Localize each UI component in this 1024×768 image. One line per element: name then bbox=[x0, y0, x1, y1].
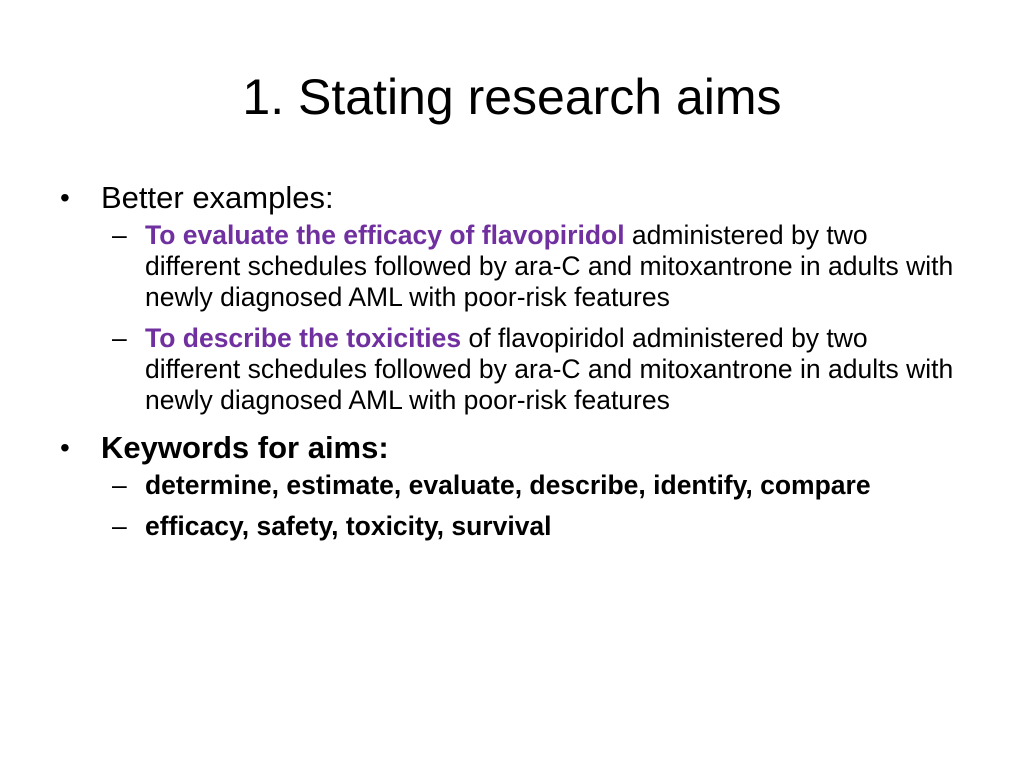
sub-bullet-keyword-outcomes bbox=[60, 511, 970, 542]
keyword-list: efficacy, safety, toxicity, survival bbox=[145, 511, 552, 541]
sub-bullet-aim-toxicities bbox=[60, 323, 970, 416]
keyword-list: determine, estimate, evaluate, describe, identify, compare bbox=[145, 470, 871, 500]
dash-icon: – bbox=[112, 220, 127, 250]
sub-bullet-keyword-verbs bbox=[60, 470, 970, 501]
sub-bullet-aim-efficacy bbox=[60, 220, 970, 313]
bullet-dot-icon: • bbox=[60, 432, 70, 463]
dash-icon: – bbox=[112, 511, 127, 541]
bullet-keywords bbox=[60, 426, 970, 470]
aim-description: of flavopiridol administered by two different schedules followed by ara-C and mitoxantrone in adults with newly diagnosed AML with poor-risk features bbox=[145, 323, 954, 415]
highlighted-aim: To evaluate the efficacy of flavopiridol bbox=[145, 220, 625, 250]
bullet-dot-icon: • bbox=[60, 182, 70, 213]
aim-description: administered by two different schedules followed by ara-C and mitoxantrone in adults with newly diagnosed AML with poor-risk features bbox=[145, 220, 954, 312]
dash-icon: – bbox=[112, 470, 127, 500]
highlighted-aim: To describe the toxicities bbox=[145, 323, 462, 353]
slide-title: 1. Stating research aims bbox=[242, 69, 782, 125]
slide-content bbox=[60, 176, 970, 552]
bullet-better-examples bbox=[60, 176, 970, 220]
bullet-label: Better examples: bbox=[101, 180, 334, 215]
bullet-label: Keywords for aims: bbox=[101, 430, 389, 465]
dash-icon: – bbox=[112, 323, 127, 353]
